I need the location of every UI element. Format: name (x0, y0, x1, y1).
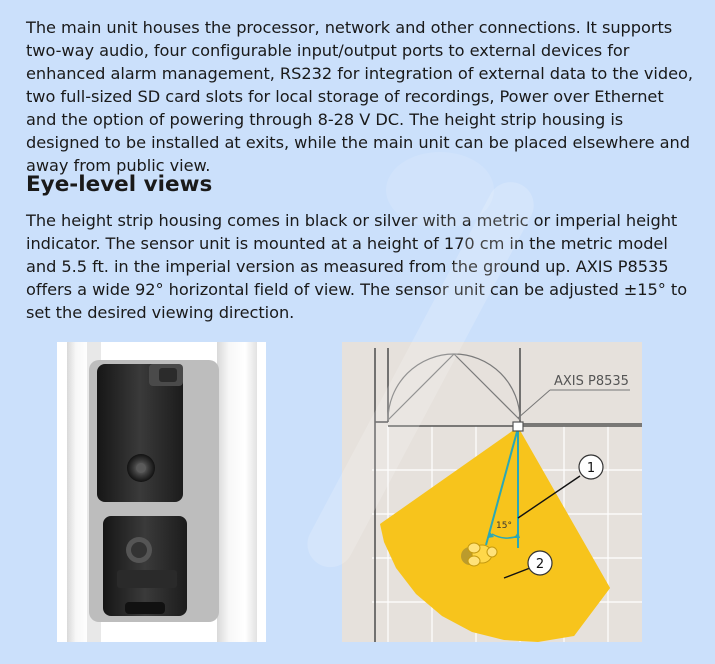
field-of-view-diagram (342, 342, 642, 642)
angle-label: 15° (496, 521, 512, 531)
eye-level-paragraph: The height strip housing comes in black or silver with a metric or imperial height indicator. The sensor unit is mounted at a height of 170 cm in the metric model and 5.5 ft. in the imperial version as measured from the ground up. AXIS P8535 offers a wide 92° horizontal field of view. The sensor unit can be adjusted ±15° to set the desired viewing direction. (26, 211, 688, 322)
intro-paragraph: The main unit houses the processor, network and other connections. It supports two-way audio, four configurable input/output ports to external devices for enhanced alarm management, RS232 for integration of external data to the video, two full-sized SD card slots for local storage of recordings, Power over Ethernet and the option of powering through 8-28 V DC. The height strip housing is designed to be installed at exits, while the main unit can be placed elsewhere and away from public view. (26, 18, 693, 175)
callout-2-label: 2 (535, 557, 545, 572)
sensor-unit-photo (57, 342, 266, 642)
device-label: AXIS P8535 (554, 374, 629, 389)
camera-marker (513, 422, 523, 431)
callout-1-label: 1 (586, 461, 596, 476)
section-heading: Eye-level views (26, 172, 213, 197)
